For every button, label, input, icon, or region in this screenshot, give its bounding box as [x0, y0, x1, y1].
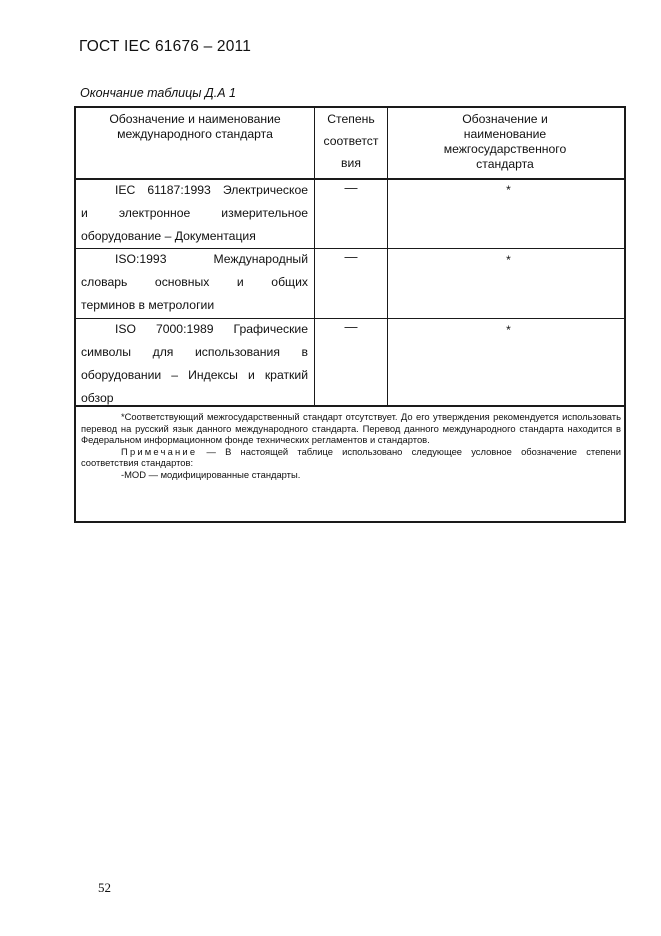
- standards-table: [74, 106, 626, 523]
- interstate-value: *: [506, 183, 511, 197]
- degree-value: —: [344, 180, 358, 195]
- column-header-interstate-standard: Обозначение и наименование межгосударственного стандарта: [443, 112, 567, 171]
- degree-value: —: [344, 249, 358, 264]
- column-header-degree: Степень соответст вия: [323, 112, 379, 170]
- document-header: ГОСТ IEC 61676 – 2011: [79, 38, 252, 55]
- note-item: -MOD — модифицированные стандарты.: [121, 468, 301, 480]
- table-caption: Окончание таблицы Д.А 1: [80, 86, 236, 100]
- table-note: [81, 446, 621, 469]
- table-row-standard-name: ISO 7000:1989 Графические символы для использования в оборудовании – Индексы и краткий обзор: [81, 322, 308, 405]
- column-divider: [314, 108, 315, 406]
- degree-value: —: [344, 319, 358, 334]
- column-divider: [387, 108, 388, 406]
- table-footnote: [81, 411, 621, 480]
- note-label: Примечание: [121, 445, 198, 457]
- interstate-value: *: [506, 253, 511, 267]
- table-row-standard-name: ISO:1993 Международный словарь основных и общих терминов в метрологии: [81, 252, 308, 312]
- interstate-value: *: [506, 323, 511, 337]
- column-header-international-standard: Обозначение и наименование международного стандарта: [109, 112, 281, 141]
- footnote-text: *Соответствующий межгосударственный стандарт отсутствует. До его утверждения рекомендуется использовать перевод на русский язык данного международного стандарта. Перевод данного международного стандарта находится в Федеральном информационном фонде технических регламентов и стандартов.: [81, 411, 621, 445]
- note-text: — В настоящей таблице использовано следующее условное обозначение степени соответствия стандартов:: [81, 445, 621, 468]
- table-row-standard-name: IEC 61187:1993 Электрическое и электронное измерительное оборудование – Документация: [81, 183, 308, 243]
- page-number: 52: [98, 880, 111, 895]
